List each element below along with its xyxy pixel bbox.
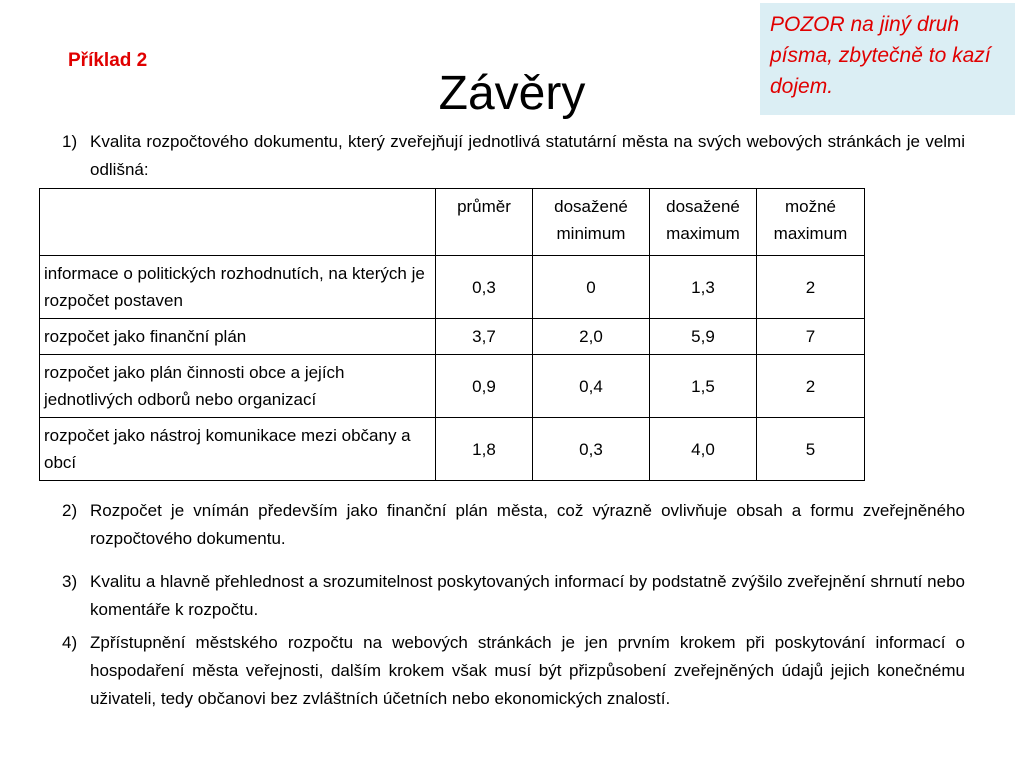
example-label: Příklad 2: [68, 50, 148, 71]
table-header-row: [40, 189, 865, 256]
table-header-cell: dosažené maximum: [650, 189, 757, 256]
table-cell: 2,0: [533, 319, 650, 355]
table-cell: 3,7: [436, 319, 533, 355]
reviewer-note: POZOR na jiný druh písma, zbytečně to kazí dojem.: [760, 3, 1015, 115]
item-number: 2): [62, 501, 78, 520]
table-cell-label: rozpočet jako plán činnosti obce a jejích jednotlivých odborů nebo organizací: [40, 355, 436, 418]
table-cell: 0,4: [533, 355, 650, 418]
table-cell: 1,8: [436, 418, 533, 481]
table-header-cell: dosažené minimum: [533, 189, 650, 256]
table-cell-label: rozpočet jako nástroj komunikace mezi občany a obcí: [40, 418, 436, 481]
table-cell: 0,9: [436, 355, 533, 418]
table-cell: 0: [533, 256, 650, 319]
item-text: Kvalitu a hlavně přehlednost a srozumitelnost poskytovaných informací by podstatně zvýšilo zveřejnění shrnutí nebo komentáře k rozpočtu.: [90, 572, 965, 619]
item-number: 4): [62, 633, 78, 652]
slide-title: Závěry: [438, 67, 586, 120]
table-cell: 2: [757, 355, 865, 418]
table-cell: 1,5: [650, 355, 757, 418]
conclusion-item-1: [62, 128, 965, 184]
table-row: [40, 256, 865, 319]
results-table: [39, 188, 865, 481]
table-header-cell: [40, 189, 436, 256]
item-number: 3): [62, 572, 78, 591]
table-cell: 0,3: [533, 418, 650, 481]
table-cell: 4,0: [650, 418, 757, 481]
table-cell: 1,3: [650, 256, 757, 319]
conclusion-item-4: [62, 629, 965, 713]
item-number: 1): [62, 132, 78, 151]
item-text: Rozpočet je vnímán především jako finanční plán města, což výrazně ovlivňuje obsah a formu zveřejněného rozpočtového dokumentu.: [90, 501, 965, 548]
table-cell: 0,3: [436, 256, 533, 319]
table-row: [40, 418, 865, 481]
table-cell: 7: [757, 319, 865, 355]
table-header-cell: průměr: [436, 189, 533, 256]
conclusion-item-2: [62, 497, 965, 553]
table-cell-label: informace o politických rozhodnutích, na kterých je rozpočet postaven: [40, 256, 436, 319]
table-cell: 5,9: [650, 319, 757, 355]
item-text: Zpřístupnění městského rozpočtu na webových stránkách je jen prvním krokem při poskytování informací o hospodaření města veřejnosti, dalším krokem však musí být přizpůsobení zveřejněných údajů jejich konečnému uživateli, tedy občanovi bez zvláštních účetních nebo ekonomických znalostí.: [90, 633, 965, 708]
table-cell: 2: [757, 256, 865, 319]
table-cell-label: rozpočet jako finanční plán: [40, 319, 436, 355]
table-row: [40, 319, 865, 355]
table-row: [40, 355, 865, 418]
table-header-cell: možné maximum: [757, 189, 865, 256]
table-cell: 5: [757, 418, 865, 481]
conclusion-item-3: [62, 568, 965, 624]
item-text: Kvalita rozpočtového dokumentu, který zveřejňují jednotlivá statutární města na svých webových stránkách je velmi odlišná:: [90, 132, 965, 179]
